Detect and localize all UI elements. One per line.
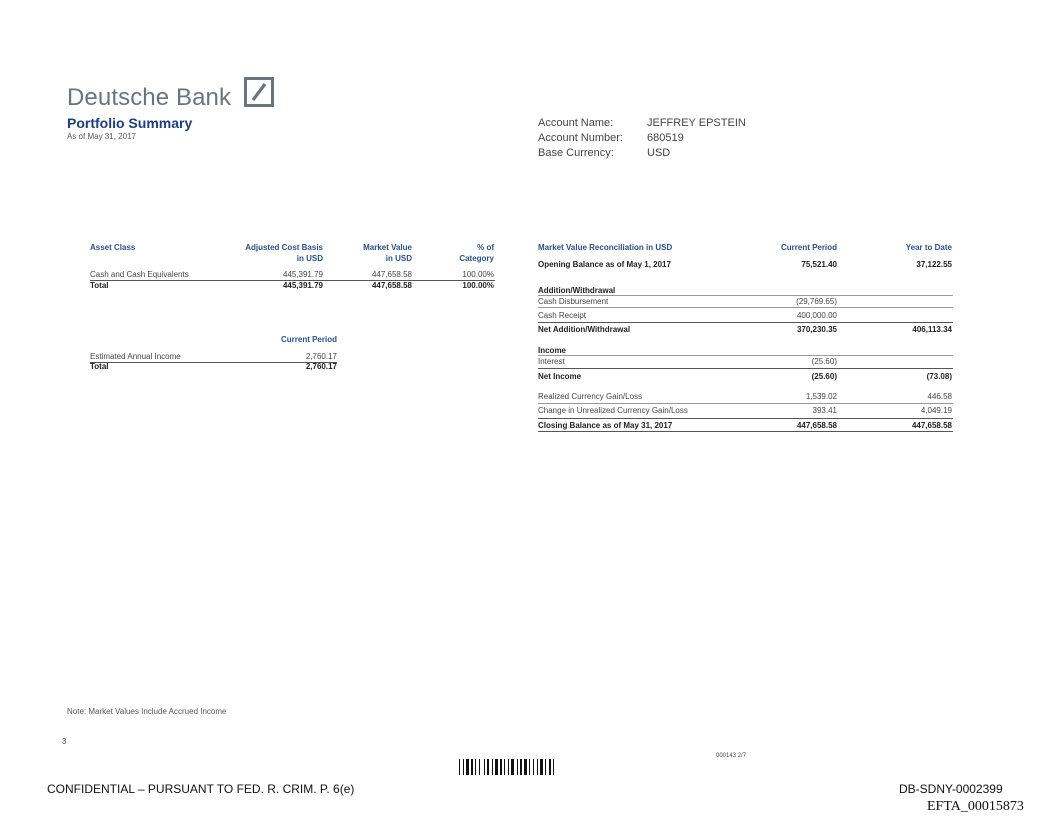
as-of-date: As of May 31, 2017 — [67, 132, 136, 141]
unrealized-fx-current: 393.41 — [812, 406, 837, 415]
income-total-label: Total — [90, 362, 109, 371]
net-income-ytd: (73.08) — [926, 372, 952, 381]
market-value-header-line1: Market Value — [363, 243, 412, 252]
income-section-header: Income — [538, 346, 567, 355]
asset-row-label: Cash and Cash Equivalents — [90, 270, 189, 279]
asset-total-market-value: 447,658.58 — [371, 281, 412, 290]
opening-balance-current: 75,521.40 — [801, 260, 837, 269]
asset-class-header: Asset Class — [90, 243, 136, 252]
pct-header-line1: % of — [477, 243, 494, 252]
document-code: 000143 2/7 — [716, 753, 747, 759]
base-currency-label: Base Currency: — [538, 147, 614, 159]
account-name-label: Account Name: — [538, 117, 614, 129]
pct-category-header — [436, 242, 494, 264]
net-income-current: (25.60) — [811, 372, 837, 381]
asset-row-pct: 100.00% — [462, 270, 494, 279]
interest-label: Interest — [538, 357, 565, 366]
asset-row-cost-basis: 445,391.79 — [282, 270, 323, 279]
recon-ytd-header: Year to Date — [905, 243, 952, 252]
market-value-header-line2: in USD — [385, 254, 412, 263]
unrealized-fx-ytd: 4,049.19 — [920, 406, 952, 415]
cash-disbursement-label: Cash Disbursement — [538, 297, 609, 306]
page-number: 3 — [62, 737, 67, 746]
income-row-value: 2,760.17 — [305, 352, 337, 361]
disbursement-divider — [538, 307, 953, 308]
base-currency-value: USD — [647, 147, 671, 159]
net-addition-divider — [538, 322, 953, 323]
asset-total-cost-basis: 445,391.79 — [282, 281, 323, 290]
accrued-income-note: Note: Market Values Include Accrued Income — [67, 707, 227, 716]
asset-total-label: Total — [90, 281, 109, 290]
cost-basis-header-line2: in USD — [296, 254, 323, 263]
bates-number: DB-SDNY-0002399 — [899, 782, 1003, 796]
net-addition-ytd: 406,113.34 — [912, 325, 952, 334]
cash-receipt-label: Cash Receipt — [538, 311, 587, 320]
addition-divider — [538, 295, 953, 296]
cash-receipt-current: 400,000.00 — [796, 311, 837, 320]
closing-balance-ytd: 447,658.58 — [911, 421, 952, 430]
income-current-period-header: Current Period — [280, 335, 337, 344]
income-section-divider — [538, 355, 953, 356]
cash-disbursement-current: (29,769.65) — [796, 297, 837, 306]
bank-logo-text: Deutsche Bank — [67, 84, 232, 111]
interest-current: (25.60) — [811, 357, 837, 366]
realized-fx-ytd: 446.58 — [927, 392, 952, 401]
page-title: Portfolio Summary — [67, 115, 193, 131]
closing-balance-label: Closing Balance as of May 31, 2017 — [538, 421, 673, 430]
account-number-label: Account Number: — [538, 132, 623, 144]
market-value-header — [340, 242, 412, 264]
asset-total-pct: 100.00% — [462, 281, 494, 290]
closing-balance-current: 447,658.58 — [796, 421, 837, 430]
barcode-icon — [459, 759, 611, 775]
opening-balance-label: Opening Balance as of May 1, 2017 — [538, 260, 671, 269]
closing-balance-divider — [538, 418, 953, 419]
net-addition-current: 370,230.35 — [796, 325, 837, 334]
income-total-value: 2,760.17 — [305, 362, 337, 371]
opening-balance-ytd: 37,122.55 — [916, 260, 952, 269]
recon-current-header: Current Period — [780, 243, 837, 252]
account-number-value: 680519 — [647, 132, 684, 144]
efta-number: EFTA_00015873 — [927, 799, 1024, 814]
confidential-notice: CONFIDENTIAL – PURSUANT TO FED. R. CRIM. P. 6(e) — [47, 782, 355, 796]
account-info — [538, 116, 746, 161]
realized-fx-divider — [538, 403, 953, 404]
asset-row-market-value: 447,658.58 — [371, 270, 412, 279]
pct-header-line2: Category — [459, 254, 494, 263]
realized-fx-current: 1,539.02 — [805, 392, 837, 401]
cost-basis-header — [222, 242, 323, 264]
reconciliation-title: Market Value Reconciliation in USD — [538, 243, 673, 252]
unrealized-fx-label: Change in Unrealized Currency Gain/Loss — [538, 406, 688, 415]
realized-fx-label: Realized Currency Gain/Loss — [538, 392, 643, 401]
closing-bottom-rule — [538, 431, 953, 432]
net-income-divider — [538, 368, 953, 369]
net-addition-label: Net Addition/Withdrawal — [538, 325, 631, 334]
addition-withdrawal-header: Addition/Withdrawal — [538, 286, 616, 295]
cost-basis-header-line1: Adjusted Cost Basis — [245, 243, 323, 252]
income-row-label: Estimated Annual Income — [90, 352, 181, 361]
account-name-value: JEFFREY EPSTEIN — [647, 117, 746, 129]
deutsche-bank-logo-icon — [244, 77, 274, 107]
net-income-label: Net Income — [538, 372, 582, 381]
